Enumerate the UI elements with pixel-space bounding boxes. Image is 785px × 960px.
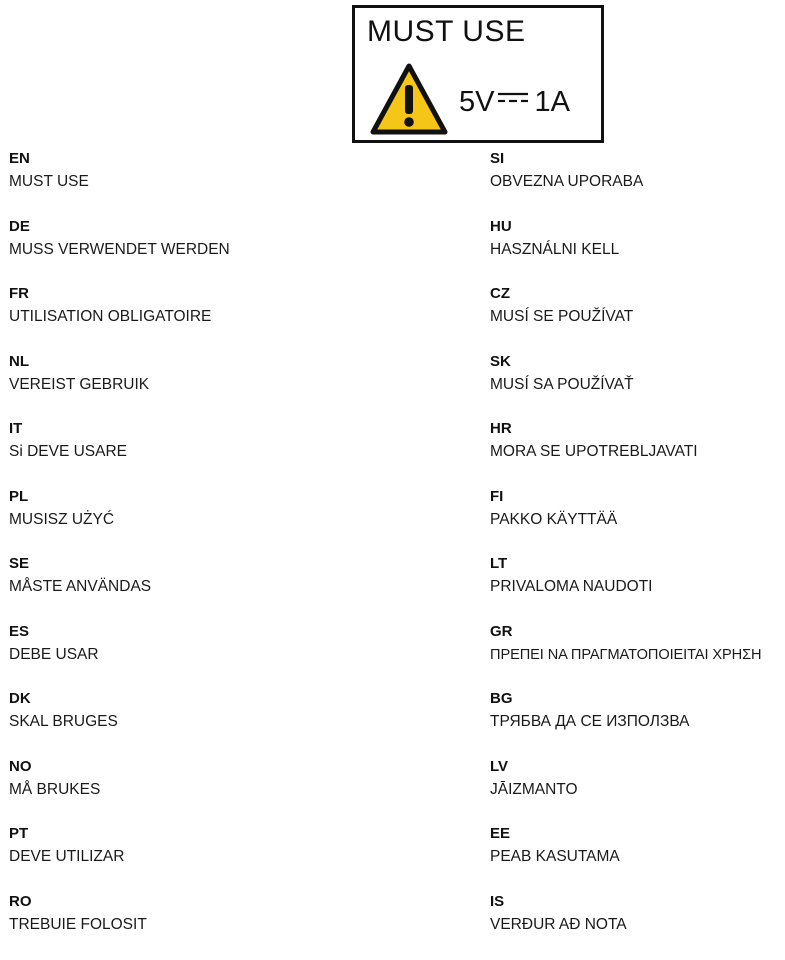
current-value: 1A <box>534 85 569 119</box>
translation-entry <box>9 825 309 893</box>
translation-text: MORA SE UPOTREBLJAVATI <box>490 441 785 463</box>
language-code: NL <box>9 353 309 371</box>
language-code: ES <box>9 623 309 641</box>
translation-entry <box>490 218 785 286</box>
translation-text: Si DEVE USARE <box>9 441 309 463</box>
translation-entry <box>9 488 309 556</box>
warning-triangle-icon <box>370 63 448 135</box>
language-code: PL <box>9 488 309 506</box>
translation-entry <box>490 825 785 893</box>
translation-text: MUSISZ UŻYĆ <box>9 509 309 531</box>
language-code: SI <box>490 150 785 168</box>
language-code: IT <box>9 420 309 438</box>
translation-text: ТРЯБВА ДА СЕ ИЗПОЛЗВА <box>490 711 785 733</box>
language-code: HU <box>490 218 785 236</box>
must-use-label <box>352 5 604 143</box>
language-code: CZ <box>490 285 785 303</box>
translation-entry <box>9 150 309 218</box>
language-code: DK <box>9 690 309 708</box>
language-code: FR <box>9 285 309 303</box>
translation-entry <box>490 893 785 960</box>
language-code: LT <box>490 555 785 573</box>
language-code: RO <box>9 893 309 911</box>
language-code: GR <box>490 623 785 641</box>
translation-text: MUSÍ SA POUŽÍVAŤ <box>490 374 785 396</box>
language-code: EE <box>490 825 785 843</box>
translation-text: PEAB KASUTAMA <box>490 846 785 868</box>
translation-text: MUSÍ SE POUŽÍVAT <box>490 306 785 328</box>
translation-entry <box>9 893 309 960</box>
language-code: LV <box>490 758 785 776</box>
translation-entry <box>9 758 309 826</box>
translation-entry <box>9 623 309 691</box>
translation-text: JĀIZMANTO <box>490 779 785 801</box>
translation-entry <box>9 353 309 421</box>
translation-entry <box>9 218 309 286</box>
language-code: IS <box>490 893 785 911</box>
translation-entry <box>490 420 785 488</box>
translation-text: MÅSTE ANVÄNDAS <box>9 576 309 598</box>
translations-left-column <box>9 150 309 960</box>
dc-current-icon <box>497 92 529 104</box>
translation-text: DEBE USAR <box>9 644 309 666</box>
translation-entry <box>490 285 785 353</box>
translations-right-column <box>490 150 785 960</box>
translation-entry <box>490 555 785 623</box>
translation-text: ΠΡΕΠΕΙ ΝΑ ΠΡΑΓΜΑΤΟΠΟΙΕΙΤΑΙ ΧΡΗΣΗ <box>490 644 785 666</box>
translation-text: OBVEZNA UPORABA <box>490 171 785 193</box>
translation-text: PRIVALOMA NAUDOTI <box>490 576 785 598</box>
language-code: NO <box>9 758 309 776</box>
translation-text: HASZNÁLNI KELL <box>490 239 785 261</box>
translation-text: MUST USE <box>9 171 309 193</box>
translation-entry <box>9 420 309 488</box>
language-code: FI <box>490 488 785 506</box>
language-code: SE <box>9 555 309 573</box>
voltage-value: 5V <box>459 85 494 119</box>
translation-entry <box>9 285 309 353</box>
translation-text: VERÐUR AÐ NOTA <box>490 914 785 936</box>
language-code: DE <box>9 218 309 236</box>
language-code: HR <box>490 420 785 438</box>
translation-entry <box>490 353 785 421</box>
translation-text: VEREIST GEBRUIK <box>9 374 309 396</box>
translation-entry <box>9 555 309 623</box>
translation-entry <box>490 690 785 758</box>
translation-entry <box>490 758 785 826</box>
language-code: PT <box>9 825 309 843</box>
translation-text: PAKKO KÄYTTÄÄ <box>490 509 785 531</box>
translation-text: MUSS VERWENDET WERDEN <box>9 239 309 261</box>
translation-text: DEVE UTILIZAR <box>9 846 309 868</box>
translation-entry <box>490 150 785 218</box>
translation-text: SKAL BRUGES <box>9 711 309 733</box>
translation-text: TREBUIE FOLOSIT <box>9 914 309 936</box>
translation-text: UTILISATION OBLIGATOIRE <box>9 306 309 328</box>
translation-entry <box>9 690 309 758</box>
translation-entry <box>490 488 785 556</box>
power-rating <box>459 85 570 119</box>
language-code: EN <box>9 150 309 168</box>
label-title: MUST USE <box>367 15 525 49</box>
translation-text: MÅ BRUKES <box>9 779 309 801</box>
translation-entry <box>490 623 785 691</box>
language-code: SK <box>490 353 785 371</box>
language-code: BG <box>490 690 785 708</box>
